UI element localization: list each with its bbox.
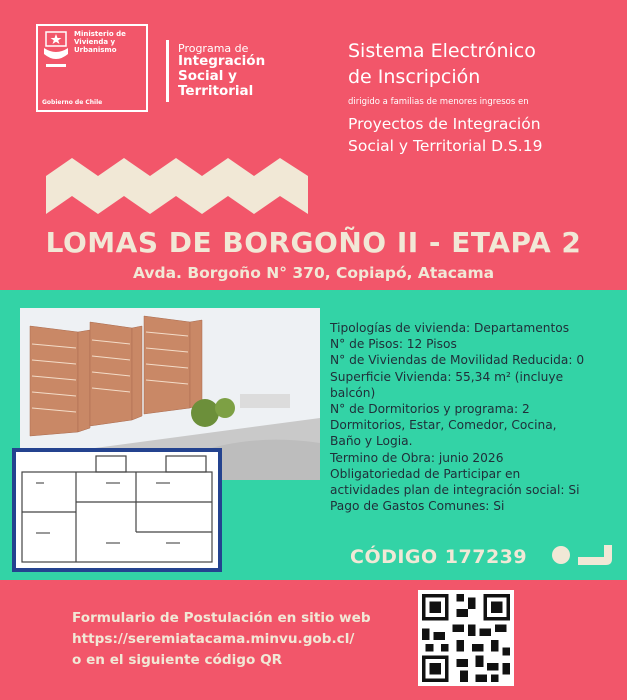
spec-line: N° de Dormitorios y programa: 2 bbox=[330, 402, 530, 417]
system-title: Sistema Electrónico de Inscripción bbox=[348, 40, 536, 88]
project-info-section bbox=[0, 290, 627, 580]
system-subtitle: dirigido a familias de menores ingresos en bbox=[348, 97, 529, 107]
zigzag-decoration bbox=[46, 156, 308, 216]
program-divider bbox=[166, 40, 169, 102]
chile-coat-of-arms-icon bbox=[42, 30, 70, 70]
footer-section bbox=[0, 580, 627, 700]
form-url-link[interactable]: https://seremiatacama.minvu.gob.cl/ bbox=[72, 631, 355, 647]
program-label: Programa de bbox=[178, 42, 249, 55]
ministry-name: Ministerio de Vivienda y Urbanismo bbox=[74, 30, 126, 54]
circle-icon bbox=[552, 546, 570, 564]
spec-line: Dormitorios, Estar, Comedor, Cocina, bbox=[330, 418, 557, 433]
project-code: CÓDIGO 177239 bbox=[350, 546, 528, 568]
spec-line: Pago de Gastos Comunes: Si bbox=[330, 499, 505, 514]
qr-code-icon[interactable] bbox=[418, 590, 514, 686]
spec-line: balcón) bbox=[330, 385, 376, 400]
form-text: Formulario de Postulación en sitio web bbox=[72, 610, 371, 626]
spec-line: actividades plan de integración social: Si bbox=[330, 483, 580, 498]
gobierno-label: Gobierno de Chile bbox=[42, 99, 103, 106]
spec-line: Tipologías de vivienda: Departamentos bbox=[330, 321, 570, 335]
project-name: LOMAS DE BORGOÑO II - ETAPA 2 bbox=[45, 226, 582, 259]
projects-title: Proyectos de Integración Social y Territorial D.S.19 bbox=[348, 115, 543, 155]
project-address: Avda. Borgoño N° 370, Copiapó, Atacama bbox=[132, 264, 495, 282]
spec-line: N° de Pisos: 12 Pisos bbox=[330, 337, 457, 352]
spec-line: Termino de Obra: junio 2026 bbox=[330, 450, 504, 465]
floor-plan-image bbox=[12, 448, 222, 572]
ministry-logo bbox=[36, 24, 148, 112]
specs-list bbox=[330, 320, 620, 514]
corner-shape-icon bbox=[578, 545, 612, 565]
spec-line: Obligatoriedad de Participar en bbox=[330, 466, 521, 481]
header-section bbox=[0, 0, 627, 284]
spec-line: Superficie Vivienda: 55,34 m² (incluye bbox=[330, 369, 564, 384]
spec-line: N° de Viviendas de Movilidad Reducida: 0 bbox=[330, 353, 585, 368]
program-name: Integración Social y Territorial bbox=[178, 53, 266, 99]
form-qr-text: o en el siguiente código QR bbox=[72, 652, 283, 668]
spec-line: Baño y Logia. bbox=[330, 434, 413, 449]
